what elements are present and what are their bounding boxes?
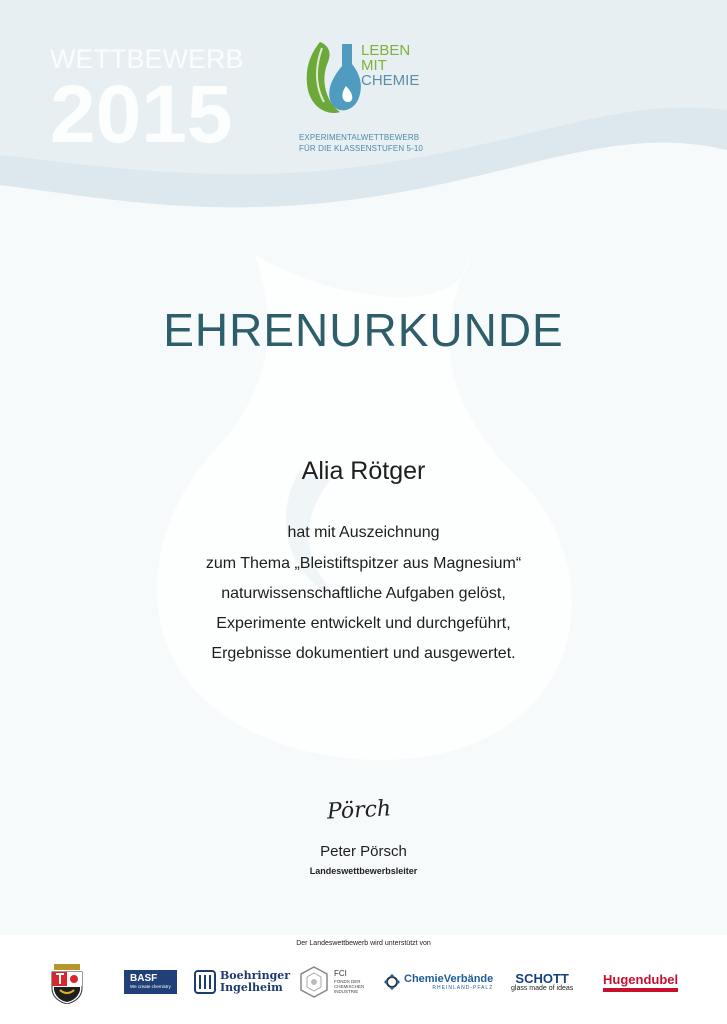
body-line-1: hat mit Auszeichnung bbox=[287, 524, 440, 541]
boehringer-line-1: Boehringer bbox=[220, 969, 291, 983]
signature-scribble: Pörch bbox=[326, 796, 392, 825]
coat-of-arms-icon bbox=[48, 960, 86, 1004]
boehringer-icon bbox=[194, 970, 216, 994]
schott-tagline: glass made of ideas bbox=[511, 985, 574, 992]
basf-tagline: We create chemistry bbox=[130, 983, 171, 989]
schott-name: SCHOTT bbox=[515, 971, 569, 986]
subtitle-line-1: EXPERIMENTALWETTBEWERB bbox=[299, 133, 420, 142]
fci-line-1: FONDS DER bbox=[334, 978, 361, 984]
subtitle-line-2: FÜR DIE KLASSENSTUFEN 5-10 bbox=[299, 144, 423, 153]
boehringer-line-2: Ingelheim bbox=[220, 981, 283, 994]
sponsor-chemieverbaende bbox=[384, 964, 493, 1000]
logo-line-3: CHEMIE bbox=[361, 72, 420, 89]
sponsor-boehringer bbox=[194, 964, 290, 1000]
chemieverbaende-icon bbox=[384, 974, 400, 990]
logo-line-1: LEBEN bbox=[361, 42, 411, 59]
chemieverbaende-name: ChemieVerbände bbox=[404, 973, 494, 985]
chemieverbaende-region: RHEINLAND-PFALZ bbox=[432, 985, 494, 991]
hugendubel-name: Hugendubel bbox=[603, 971, 679, 987]
sponsor-note: Der Landeswettbewerb wird unterstützt von bbox=[296, 940, 431, 947]
sponsor-rlp-crest bbox=[48, 964, 86, 1000]
body-line-4: Experimente entwickelt und durchgeführt, bbox=[216, 615, 511, 632]
certificate-title: EHRENURKUNDE bbox=[163, 304, 564, 356]
body-line-5: Ergebnisse dokumentiert und ausgewertet. bbox=[211, 645, 516, 662]
recipient-name: Alia Rötger bbox=[301, 457, 426, 485]
basf-name: BASF bbox=[130, 973, 158, 985]
sponsor-fci bbox=[298, 964, 364, 1000]
fci-line-3: INDUSTRIE bbox=[334, 989, 359, 995]
body-line-2: zum Thema „Bleistiftspitzer aus Magnesium“ bbox=[205, 555, 522, 572]
competition-label: WETTBEWERB bbox=[50, 44, 244, 74]
basf-logo bbox=[124, 970, 177, 993]
sponsor-basf bbox=[124, 964, 177, 1000]
body-line-3: naturwissenschaftliche Aufgaben gelöst, bbox=[221, 585, 506, 602]
fci-hexagon-icon bbox=[298, 965, 330, 999]
fci-abbr: FCI bbox=[334, 969, 347, 979]
hugendubel-bar bbox=[603, 988, 678, 992]
signer-role: Landeswettbewerbsleiter bbox=[309, 866, 418, 876]
signer-name: Peter Pörsch bbox=[320, 843, 407, 860]
sponsor-hugendubel bbox=[603, 964, 678, 1000]
logo-line-2: MIT bbox=[361, 57, 387, 74]
fci-line-2: CHEMISCHEN bbox=[334, 984, 365, 990]
competition-year: 2015 bbox=[50, 69, 233, 160]
sponsor-schott bbox=[511, 964, 573, 1000]
leben-mit-chemie-logo-icon bbox=[302, 40, 364, 118]
